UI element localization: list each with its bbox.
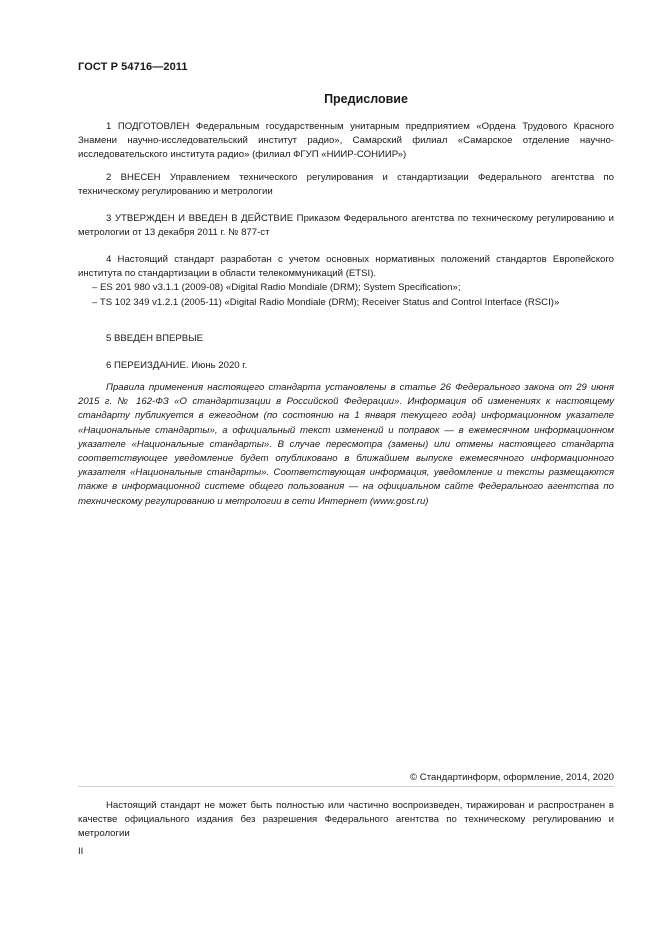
reproduction-restriction-note: Настоящий стандарт не может быть полностью или частично воспроизведен, тиражирован и распространен в качестве официального издания без разрешения Федерального агентства по техническому регулированию и метрологии [78, 800, 614, 840]
standard-id-header: ГОСТ Р 54716—2011 [78, 61, 188, 73]
foreword-item-4 [78, 253, 614, 310]
divider-line [78, 786, 614, 787]
page-title: Предисловие [324, 92, 408, 106]
foreword-item-4-ref-2: – TS 102 349 v1.2.1 (2005-11) «Digital Radio Mondiale (DRM); Receiver Status and Control Interface (RSCI)» [92, 296, 560, 308]
foreword-item-3: 3 УТВЕРЖДЕН И ВВЕДЕН В ДЕЙСТВИЕ Приказом Федерального агентства по техническому регулированию и метрологии от 13 декабря 2011 г. № 877-ст [78, 213, 614, 239]
page-number: II [78, 846, 84, 857]
copyright-line: © Стандартинформ, оформление, 2014, 2020 [410, 772, 614, 783]
foreword-item-6: 6 ПЕРЕИЗДАНИЕ. Июнь 2020 г. [106, 360, 248, 371]
foreword-item-4-text: 4 Настоящий стандарт разработан с учетом основных нормативных положений стандартов Европейского института по стандартизации в области телекоммуникаций (ETSI). [78, 254, 614, 280]
foreword-item-4-ref-1: – ES 201 980 v3.1.1 (2009-08) «Digital Radio Mondiale (DRM); System Specification»; [92, 282, 461, 294]
standard-application-notice: Правила применения настоящего стандарта установлены в статье 26 Федерального закона от 29 июня 2015 г. № 162-ФЗ «О стандартизации в Российской Федерации». Информация об изменениях к настоящему стандарту публикуется в ежегодном (по состоянию на 1 января текущего года) информационном указателе «Национальные стандарты», а официальный текст изменений и поправок — в ежемесячном информационном указателе «Национальные стандарты». В случае пересмотра (замены) или отмены настоящего стандарта соответствующее уведомление будет опубликовано в ближайшем выпуске ежемесячного информационного указателя «Национальные стандарты». Соответствующая информация, уведомление и тексты размещаются также в информационной системе общего пользования — на официальном сайте Федерального агентства по техническому регулированию и метрологии в сети Интернет (www.gost.ru) [78, 382, 614, 507]
foreword-item-1: 1 ПОДГОТОВЛЕН Федеральным государственным унитарным предприятием «Ордена Трудового Красного Знамени научно-исследовательский институт радио», Самарский филиал «Самарское отделение научно-исследовательского института радио» (филиал ФГУП «НИИР-СОНИИР») [78, 121, 614, 161]
foreword-item-2: 2 ВНЕСЕН Управлением технического регулирования и стандартизации Федерального агентства по техническому регулированию и метрологии [78, 172, 614, 198]
foreword-item-5: 5 ВВЕДЕН ВПЕРВЫЕ [106, 333, 204, 344]
